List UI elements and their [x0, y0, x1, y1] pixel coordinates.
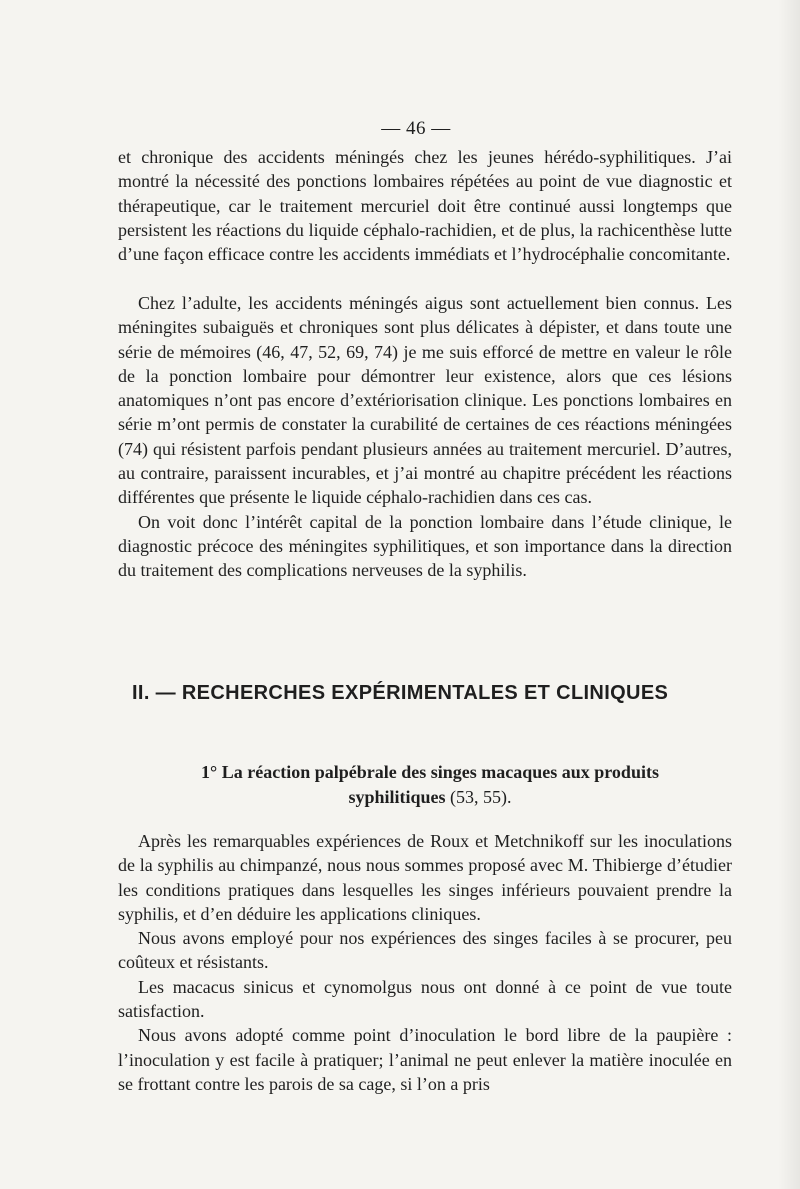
section-heading: II. — RECHERCHES EXPÉRIMENTALES ET CLINIQUES — [132, 682, 669, 704]
paragraph-adult-meningitis: Chez l’adulte, les accidents méningés aigus sont actuellement bien connus. Les méningites subaiguës et chroniques sont plus délicates à dépister, et dans toute une série de mémoires (46, 47, 52, 69, 74) je me suis efforcé de mettre en valeur le rôle de la ponction lombaire pour démontrer leur existence, alors que ces lésions anatomiques n’ont pas encore d’extériorisation clinique. Les ponctions lombaires en série m’ont permis de constater la curabilité de certaines de ces réactions méningées (74) qui résistent parfois pendant plusieurs années au traitement mercuriel. D’autres, au contraire, paraissent incurables, et j’ai montré au chapitre précédent les réactions différentes que présente le liquide céphalo-rachidien dans ces cas. — [118, 293, 732, 508]
subsection-heading — [180, 760, 680, 810]
paragraph-monkeys-used: Nous avons employé pour nos expériences des singes faciles à se procurer, peu coûteux et résistants. — [118, 928, 732, 973]
subsection-references: (53, 55). — [450, 787, 512, 807]
paragraph-continuation: et chronique des accidents méningés chez les jeunes hérédo-syphilitiques. J’ai montré la nécessité des ponctions lombaires répétées au point de vue diagnostic et thérapeutique, car le traitement mercuriel doit être continué aussi longtemps que persistent les réactions du liquide céphalo-rachidien, et de plus, la rachicenthèse lutte d’une façon efficace contre les accidents immédiats et l’hydrocéphalie concomitante. — [118, 147, 732, 265]
experimental-text-block — [118, 829, 732, 1096]
paragraph-lumbar-puncture-interest: On voit donc l’intérêt capital de la ponction lombaire dans l’étude clinique, le diagnostic précoce des méningites syphilitiques, et son importance dans la direction du traitement des complications nerveuses de la syphilis. — [118, 511, 732, 581]
paragraph-inoculation-site: Nous avons adopté comme point d’inoculation le bord libre de la paupière : l’inoculation y est facile à pratiquer; l’animal ne peut enlever la matière inoculée en se frottant contre les parois de sa cage, si l’on a pris — [118, 1025, 732, 1094]
page-number: — 46 — — [381, 118, 451, 139]
paragraph-macacus-satisfaction: Les macacus sinicus et cynomolgus nous ont donné à ce point de vue toute satisfaction. — [118, 976, 732, 1022]
paragraph-roux-metchnikoff: Après les remarquables expériences de Roux et Metchnikoff sur les inoculations de la syphilis au chimpanzé, nous nous sommes proposé avec M. Thibierge d’étudier les conditions pratiques dans lesquelles les singes inférieurs pouvaient prendre la syphilis, et d’en déduire les applications cliniques. — [118, 831, 732, 924]
subsection-title: 1° La réaction palpébrale des singes macaques aux produits syphilitiques — [201, 762, 659, 807]
page-edge-shadow — [778, 0, 800, 1189]
main-text-block — [118, 291, 732, 583]
intro-text-block — [118, 145, 732, 266]
